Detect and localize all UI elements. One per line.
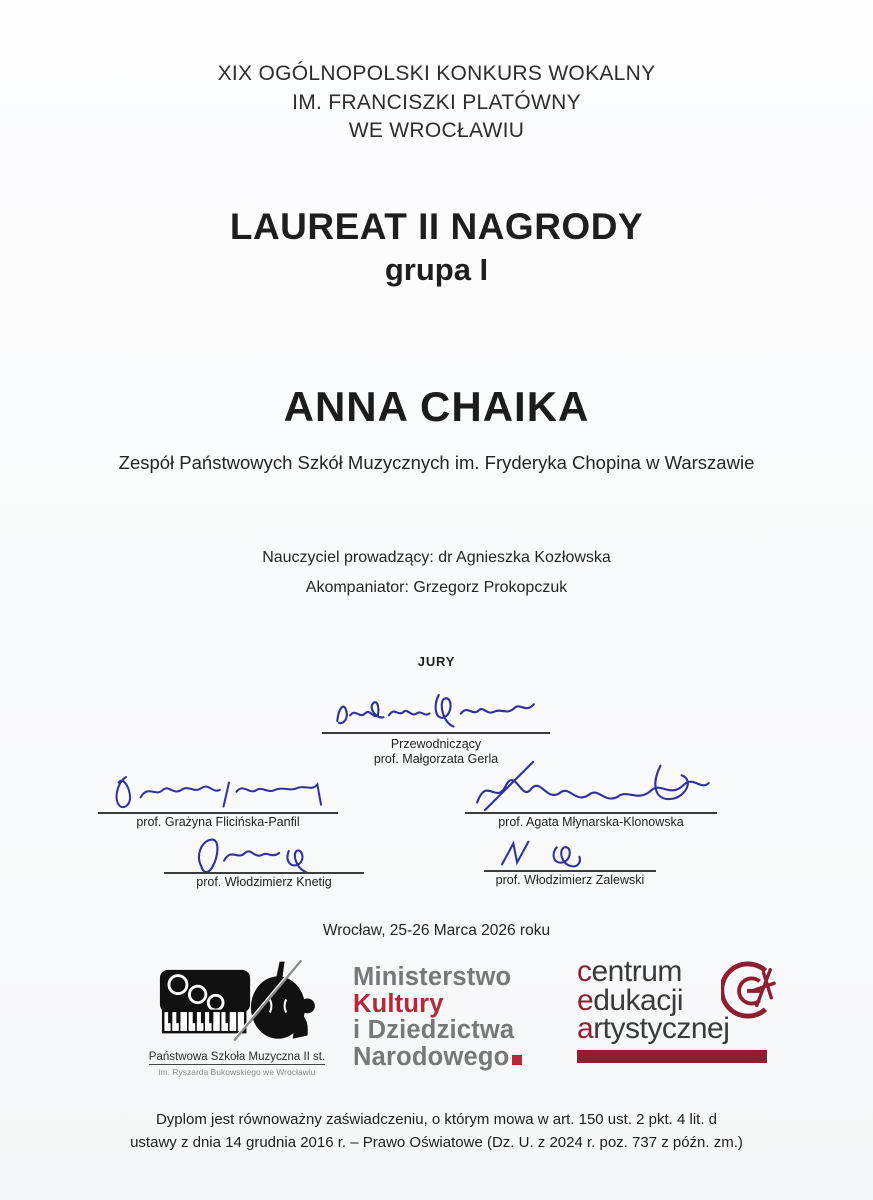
jury-member3-block bbox=[158, 834, 370, 889]
cea-bar bbox=[577, 1050, 767, 1063]
jury-member1-block bbox=[92, 766, 344, 829]
member1-signature-line bbox=[98, 766, 338, 814]
member4-name: prof. Włodzimierz Zalewski bbox=[495, 873, 645, 887]
credits-block bbox=[0, 543, 873, 603]
cea-line3: artystycznej bbox=[577, 1012, 730, 1045]
school-logo-icon bbox=[142, 960, 332, 1042]
laureate-school: Zespół Państwowych Szkół Muzycznych im. Fryderyka Chopina w Warszawie bbox=[118, 452, 755, 473]
competition-header bbox=[0, 60, 873, 146]
signature-mlynarska-klonowska-icon bbox=[465, 758, 717, 812]
school-logo-subname: im. Ryszarda Bukowskiego we Wrocławiu bbox=[158, 1067, 316, 1077]
legal-footer bbox=[0, 1108, 873, 1154]
jury-heading: JURY bbox=[417, 654, 456, 669]
signature-flicinska-panfil-icon bbox=[98, 766, 338, 812]
ministry-word2: Kultury bbox=[353, 989, 444, 1018]
red-square-dot bbox=[512, 1055, 522, 1065]
award-title: LAUREAT II NAGRODY bbox=[229, 206, 644, 247]
member3-name: prof. Włodzimierz Knetig bbox=[196, 875, 332, 889]
chair-signature-line bbox=[322, 684, 550, 734]
member1-name: prof. Grażyna Flicińska-Panfil bbox=[136, 815, 300, 829]
ministry-logo bbox=[353, 964, 569, 1070]
ministry-word1: Ministerstwo bbox=[353, 963, 512, 991]
school-logo-name: Państwowa Szkoła Muzyczna II st. bbox=[148, 1051, 326, 1063]
jury-member4-block bbox=[478, 836, 662, 887]
ministry-word3: i Dziedzictwa bbox=[353, 1016, 515, 1044]
footer-line1: Dyplom jest równoważny zaświadczeniu, o którym mowa w art. 150 ust. 2 pkt. 4 lit. d bbox=[155, 1111, 718, 1128]
chair-name: prof. Małgorzata Gerla bbox=[373, 752, 499, 766]
signature-malgorzata-gerla-icon bbox=[322, 684, 550, 732]
cea-emblem-icon bbox=[721, 961, 779, 1019]
cea-line2: edukacji bbox=[577, 983, 684, 1017]
ministry-word4: Narodowego bbox=[353, 1044, 569, 1071]
chair-role: Przewodniczący bbox=[390, 737, 482, 751]
signature-knetig-icon bbox=[164, 834, 364, 872]
jury-member2-block bbox=[458, 758, 724, 829]
cea-logo bbox=[577, 955, 775, 1063]
signature-zalewski-icon bbox=[484, 836, 656, 870]
jury-chair-block bbox=[316, 684, 556, 766]
date-line: Wrocław, 25-26 Marca 2026 roku bbox=[322, 922, 551, 939]
award-group: grupa I bbox=[384, 252, 489, 287]
member2-signature-line bbox=[465, 758, 717, 814]
teacher-line: Nauczyciel prowadzący: dr Agnieszka Kozłowska bbox=[262, 549, 611, 566]
member4-signature-line bbox=[484, 836, 656, 872]
school-logo bbox=[133, 960, 341, 1077]
competition-name-line2: IM. FRANCISZKI PLATÓWNY bbox=[292, 90, 581, 114]
competition-name-line1: XIX OGÓLNOPOLSKI KONKURS WOKALNY bbox=[217, 62, 656, 85]
competition-name-line3: WE WROCŁAWIU bbox=[348, 119, 525, 142]
member3-signature-line bbox=[164, 834, 364, 874]
cea-line1: centrum bbox=[577, 955, 682, 988]
member2-name: prof. Agata Młynarska-Klonowska bbox=[498, 815, 684, 829]
accompanist-line: Akompaniator: Grzegorz Prokopczuk bbox=[305, 579, 568, 596]
laureate-name: ANNA CHAIKA bbox=[283, 383, 590, 430]
footer-line2: ustawy z dnia 14 grudnia 2016 r. – Prawo Oświatowe (Dz. U. z 2024 r. poz. 737 z późn. zm.) bbox=[130, 1134, 743, 1151]
